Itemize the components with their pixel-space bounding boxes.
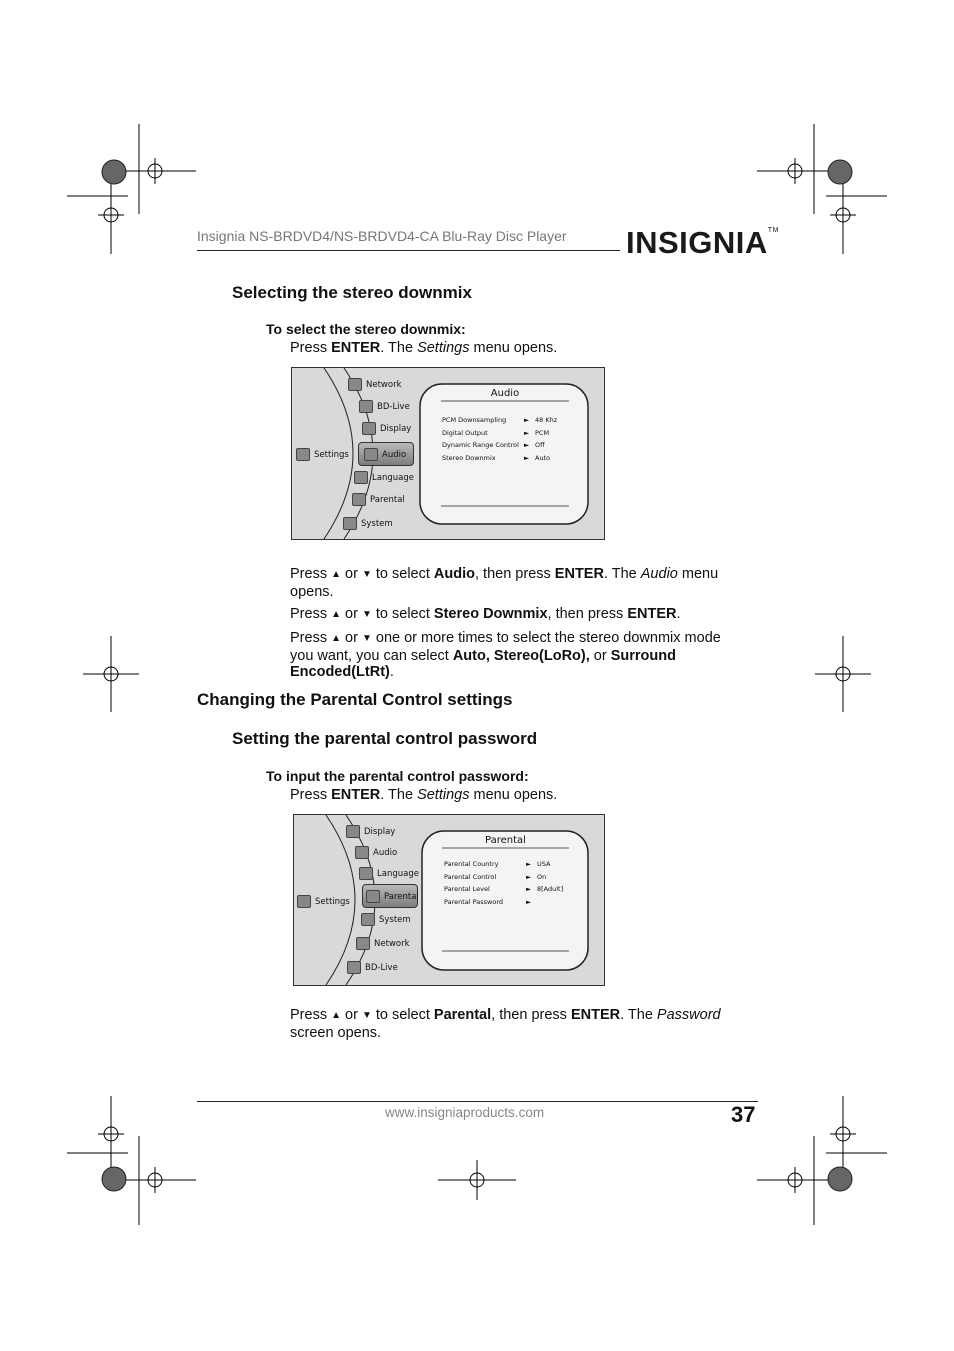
logo-text: INSIGNIA bbox=[626, 225, 768, 260]
step-press-enter-1: Press ENTER. The Settings menu opens. bbox=[290, 340, 558, 356]
menu1-row-arrow: ► bbox=[524, 454, 529, 462]
menu2-row-arrow: ► bbox=[526, 860, 531, 868]
display-icon bbox=[362, 422, 376, 435]
subheading-stereo-downmix: To select the stereo downmix: bbox=[266, 321, 466, 337]
menu1-row-arrow: ► bbox=[524, 441, 529, 449]
parental-icon bbox=[352, 493, 366, 506]
settings-audio-screenshot bbox=[291, 367, 605, 540]
menu1-row-value: 48 Khz bbox=[535, 416, 558, 424]
language-icon bbox=[359, 867, 373, 880]
menu1-row-arrow: ► bbox=[524, 429, 529, 437]
menu2-row-label: Parental Control bbox=[444, 873, 497, 881]
step-select-downmix-mode: Press ▲ or ▼ one or more times to select the stereo downmix mode you want, you can select Auto, Stereo(LoRo), or Surround Encoded(LtRt). bbox=[290, 630, 721, 680]
bd-live-icon bbox=[347, 961, 361, 974]
down-arrow-icon: ▼ bbox=[361, 633, 372, 644]
menu1-row-value: Auto bbox=[535, 454, 551, 462]
up-arrow-icon: ▲ bbox=[331, 609, 341, 620]
system-icon bbox=[361, 913, 375, 926]
section-heading-parental-control: Changing the Parental Control settings bbox=[197, 690, 513, 709]
header-title: Insignia NS-BRDVD4/NS-BRDVD4-CA Blu-Ray Disc Player bbox=[197, 228, 567, 244]
menu1-item-bd-live: BD-Live bbox=[359, 400, 410, 413]
trademark: TM bbox=[767, 227, 779, 234]
menu1-row-label: Stereo Downmix bbox=[442, 454, 496, 462]
network-icon bbox=[356, 937, 370, 950]
menu2-row-value: 8[Adult] bbox=[537, 885, 564, 893]
audio-icon bbox=[355, 846, 369, 859]
section-heading-stereo-downmix: Selecting the stereo downmix bbox=[232, 283, 472, 302]
menu1-item-language: Language bbox=[354, 471, 414, 484]
menu1-row-label: Dynamic Range Control bbox=[442, 441, 519, 449]
settings-parental-screenshot bbox=[293, 814, 605, 986]
system-icon bbox=[343, 517, 357, 530]
page-number: 37 bbox=[731, 1102, 756, 1127]
down-arrow-icon: ▼ bbox=[361, 569, 372, 580]
menu1-row-value: PCM bbox=[535, 429, 550, 437]
menu2-item-language: Language bbox=[359, 867, 419, 880]
footer-url: www.insigniaproducts.com bbox=[385, 1105, 545, 1120]
menu2-item-display: Display bbox=[346, 825, 395, 838]
up-arrow-icon: ▲ bbox=[331, 569, 341, 580]
menu1-row-value: Off bbox=[535, 441, 545, 449]
menu2-row-label: Parental Password bbox=[444, 898, 504, 906]
down-arrow-icon: ▼ bbox=[361, 609, 372, 620]
menu2-panel-title: Parental bbox=[485, 835, 526, 846]
menu1-row-arrow: ► bbox=[524, 416, 529, 424]
settings-icon bbox=[297, 895, 311, 908]
language-icon bbox=[354, 471, 368, 484]
subheading-parental-password: To input the parental control password: bbox=[266, 768, 529, 784]
menu2-item-system: System bbox=[361, 913, 411, 926]
menu2-row-value: On bbox=[537, 873, 547, 881]
menu1-row-label: Digital Output bbox=[442, 429, 488, 437]
footer-rule bbox=[197, 1101, 758, 1102]
bd-live-icon bbox=[359, 400, 373, 413]
menu2-row-label: Parental Level bbox=[444, 885, 490, 893]
down-arrow-icon: ▼ bbox=[361, 1010, 372, 1021]
settings-icon bbox=[296, 448, 310, 461]
menu1-item-audio: Audio bbox=[364, 448, 406, 461]
insignia-logo bbox=[626, 225, 779, 261]
section-heading-parental-password: Setting the parental control password bbox=[232, 729, 538, 748]
menu2-row-arrow: ► bbox=[526, 873, 531, 881]
menu2-row-arrow: ► bbox=[526, 898, 531, 906]
step-select-parental: Press ▲ or ▼ to select Parental, then press ENTER. The Password screen opens. bbox=[290, 1007, 721, 1041]
audio-icon bbox=[364, 448, 378, 461]
menu1-item-system: System bbox=[343, 517, 393, 530]
step-press-enter-2: Press ENTER. The Settings menu opens. bbox=[290, 787, 558, 803]
step-select-stereo-downmix: Press ▲ or ▼ to select Stereo Downmix, then press ENTER. bbox=[290, 606, 681, 622]
menu2-item-network: Network bbox=[356, 937, 410, 950]
menu1-panel-title: Audio bbox=[490, 388, 520, 399]
menu2-item-parental: Parental bbox=[366, 890, 419, 903]
up-arrow-icon: ▲ bbox=[331, 633, 341, 644]
network-icon bbox=[348, 378, 362, 391]
menu2-settings: Settings bbox=[297, 895, 350, 908]
menu1-row-label: PCM Downsampling bbox=[442, 416, 507, 424]
menu1-item-display: Display bbox=[362, 422, 411, 435]
menu1-item-network: Network bbox=[348, 378, 402, 391]
step-select-audio: Press ▲ or ▼ to select Audio, then press ENTER. The Audio menu opens. bbox=[290, 566, 719, 600]
menu1-item-parental: Parental bbox=[352, 493, 405, 506]
menu1-settings: Settings bbox=[296, 448, 349, 461]
menu2-item-audio: Audio bbox=[355, 846, 397, 859]
menu2-item-bd-live: BD-Live bbox=[347, 961, 398, 974]
menu2-row-arrow: ► bbox=[526, 885, 531, 893]
parental-icon bbox=[366, 890, 380, 903]
header-rule bbox=[197, 250, 620, 251]
display-icon bbox=[346, 825, 360, 838]
menu2-row-label: Parental Country bbox=[444, 860, 499, 868]
menu2-row-value: USA bbox=[537, 860, 551, 868]
up-arrow-icon: ▲ bbox=[331, 1010, 341, 1021]
